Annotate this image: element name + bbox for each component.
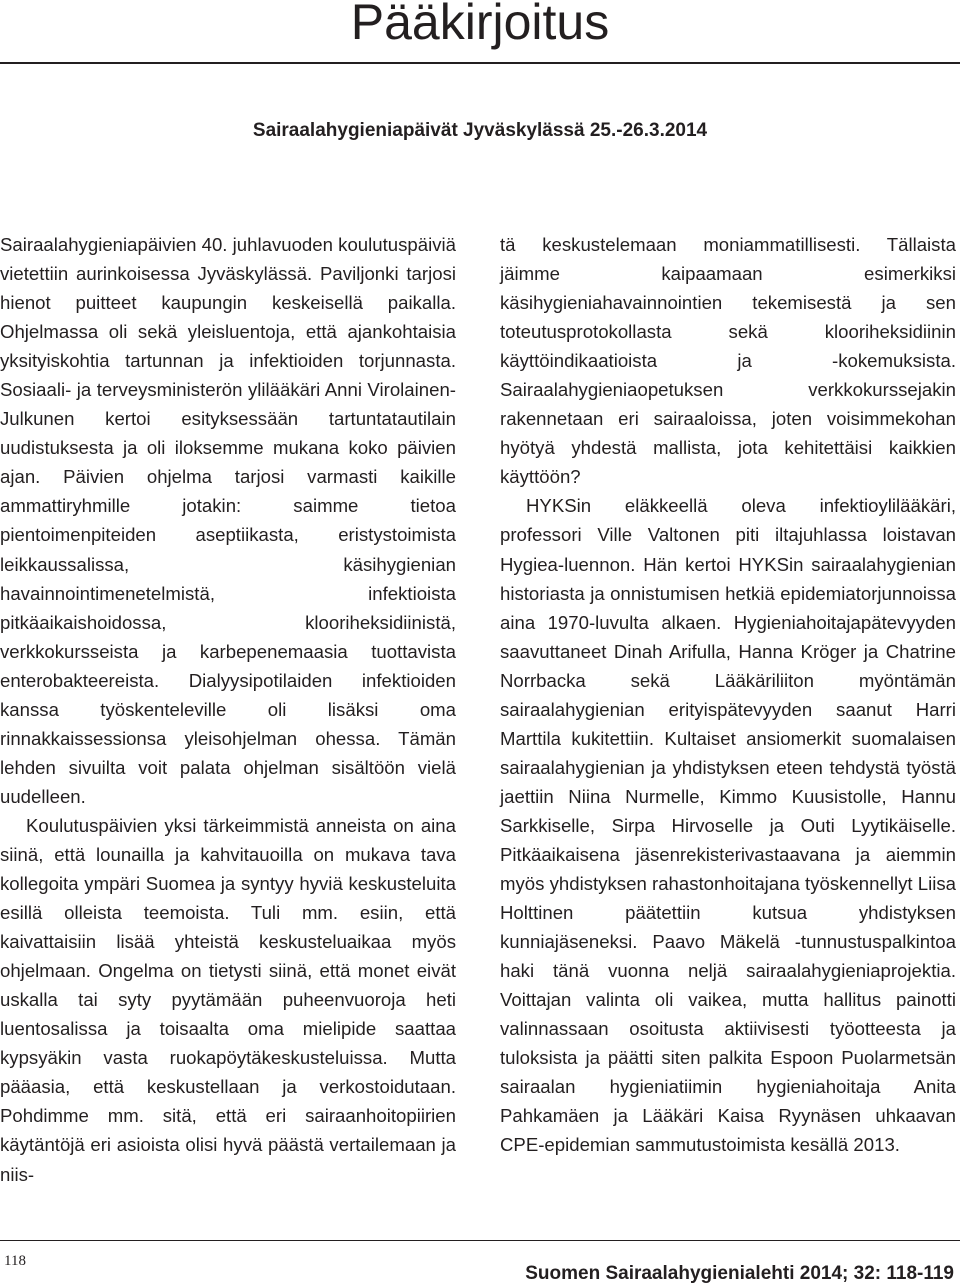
paragraph: Sairaalahygieniapäivien 40. juhlavuoden koulutuspäiviä vietettiin aurinkoisessa Jyväskylässä. Paviljonki tarjosi hienot puitteet kaupungin keskeisellä paikalla. Ohjelmassa oli sekä yleisluentoja, että ajankohtaisia yksityiskohtia tartunnan ja infektioiden torjunnasta. Sosiaali- ja terveysministerön ylilääkäri Anni Virolainen-Julkunen kertoi esityksessään tartuntatautilain uudistuksesta ja oli iloksemme mukana koko päivien ajan. Päivien ohjelma tarjosi varmasti kaikille ammattiryhmille jotakin: saimme tietoa pientoimenpiteiden aseptiikasta, eristystoimista leikkaussalissa, käsihygienian havainnointimenetelmistä, infektioista pitkäaikaishoidossa, klooriheksidiinistä, verkkokursseista ja karbepenemaasia tuottavista enterobakteereista. Dialyysipotilaiden infektioiden kanssa työskenteleville oli lisäksi oma rinnakkaissessionsa yleisohjelman ohessa. Tämän lehden sivuilta voit palata ohjelman sisältöön vielä uudelleen. bbox=[0, 234, 456, 807]
footer-divider bbox=[0, 1240, 960, 1241]
journal-citation: Suomen Sairaalahygienialehti 2014; 32: 118-119 bbox=[525, 1263, 954, 1284]
page-number: 118 bbox=[4, 1253, 26, 1269]
article-left-column bbox=[0, 230, 456, 1189]
paragraph: HYKSin eläkkeellä oleva infektioylilääkäri, professori Ville Valtonen piti iltajuhlassa loistavan Hygiea-luennon. Hän kertoi HYKSin sairaalahygienian historiasta ja onnistumisen hetkiä epidemiatorjunnoissa aina 1970-luvulta alkaen. Hygieniahoitajapätevyyden saavuttaneet Dinah Arifulla, Hanna Kröger ja Chatrine Norrbacka sekä Lääkäriliiton myöntämän sairaalahygienian erityispätevyyden saanut Harri Marttila kukitettiin. Kultaiset ansiomerkit suomalaisen sairaalahygienian ja yhdistyksen eteen tehdystä työstä jaettiin Niina Nurmelle, Kimmo Kuusistolle, Hannu Sarkkiselle, Sirpa Hirvoselle ja Outi Lyytikäiselle. Pitkäaikaisena jäsenrekisterivastaavana ja aiemmin myös yhdistyksen rahastonhoitajana työskennellyt Liisa Holttinen päätettiin kutsua yhdistyksen kunniajäseneksi. Paavo Mäkelä -tunnustuspalkintoa haki tänä vuonna neljä sairaalahygieniaprojektia. Voittajan valinta oli vaikea, mutta hallitus painotti valinnassaan osoitusta aktiivisesti työotteesta ja tuloksista ja päätti siten palkita Espoon Puolarmetsän sairaalan hygieniatiimin hygieniahoitaja Anita Pahkamäen ja Lääkäri Kaisa Ryynäsen uhkaavan CPE-epidemian sammutustoimista kesällä 2013. bbox=[500, 495, 956, 1156]
title-divider bbox=[0, 62, 960, 64]
paragraph: Koulutuspäivien yksi tärkeimmistä anneista on aina siinä, että lounailla ja kahvitauoilla on mukava tava kollegoita ympäri Suomea ja syntyy hyviä keskusteluita esillä olleista teemoista. Tuli mm. esiin, että kaivattaisiin lisää yhteistä keskusteluaikaa myös ohjelmaan. Ongelma on tietysti siinä, että monet eivät uskalla tai syty pyytämään puheenvuoroja heti luentosalissa ja toisaalta oma mielipide saattaa kypsyäkin vasta ruokapöytäkeskusteluissa. Mutta pääasia, että keskustellaan ja verkostoidutaan. Pohdimme mm. sitä, että eri sairaanhoitopiirien käytäntöjä eri asioista olisi hyvä päästä vertailemaan ja niis- bbox=[0, 814, 456, 1185]
page-title: Pääkirjoitus bbox=[350, 0, 610, 50]
article-subtitle: Sairaalahygieniapäivät Jyväskylässä 25.-26.3.2014 bbox=[252, 120, 708, 141]
article-right-column bbox=[500, 230, 956, 1160]
paragraph: tä keskustelemaan moniammatillisesti. Tällaista jäimme kaipaamaan esimerkiksi käsihygieniahavainnointien tekemisestä ja sen toteutusprotokollasta sekä klooriheksidiinin käyttöindikaatioista ja -kokemuksista. Sairaalahygieniaopetuksen verkkokurssejakin rakennetaan eri sairaaloissa, joten voisimmekohan hyötyä yhdestä mallista, jota kehitettäisi kaikkien käyttöön? bbox=[500, 234, 956, 488]
